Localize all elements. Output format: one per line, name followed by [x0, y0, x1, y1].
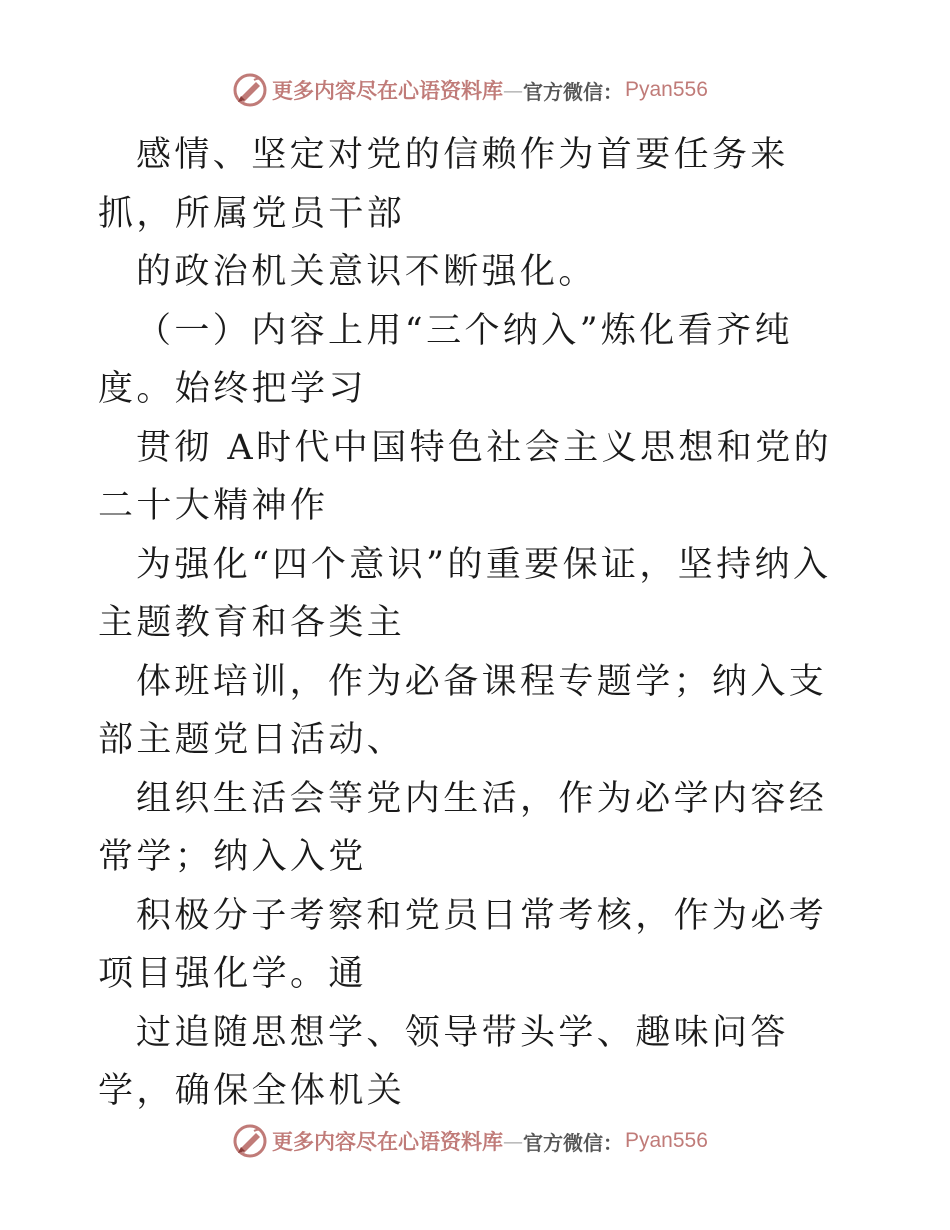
banner-wechat-id: Pyan556	[625, 1129, 708, 1152]
banner-separator: —	[503, 1129, 523, 1153]
paragraph: 为强化“四个意识”的重要保证，坚持纳入主题教育和各类主	[98, 544, 832, 643]
banner-promo-text: 更多内容尽在心语资料库	[272, 1129, 503, 1154]
paragraph: （一）内容上用“三个纳入”炼化看齐纯度。始终把学习	[98, 310, 793, 409]
banner-promo-text: 更多内容尽在心语资料库	[272, 78, 503, 103]
pen-emblem-icon	[232, 72, 268, 108]
paragraph: 贯彻 A时代中国特色社会主义思想和党的二十大精神作	[98, 427, 833, 526]
paragraph: 过追随思想学、领导带头学、趣味问答学，确保全体机关	[98, 1012, 789, 1111]
paragraph: 感情、坚定对党的信赖作为首要任务来抓，所属党员干部	[98, 135, 789, 234]
banner-wechat-id: Pyan556	[625, 78, 708, 101]
paragraph: 积极分子考察和党员日常考核，作为必考项目强化学。通	[98, 895, 828, 994]
pen-emblem-icon	[232, 1123, 268, 1159]
paragraph: 组织生活会等党内生活，作为必学内容经常学；纳入入党	[98, 778, 828, 877]
paragraph: 体班培训，作为必备课程专题学；纳入支部主题党日活动、	[98, 661, 828, 760]
banner-separator: —	[503, 78, 523, 102]
header-banner	[232, 72, 708, 108]
paragraph: 的政治机关意识不断强化。	[136, 252, 597, 292]
footer-banner	[232, 1123, 708, 1159]
document-body	[98, 126, 858, 1121]
banner-official-label: 官方微信：	[523, 1130, 623, 1155]
banner-official-label: 官方微信：	[523, 79, 623, 104]
